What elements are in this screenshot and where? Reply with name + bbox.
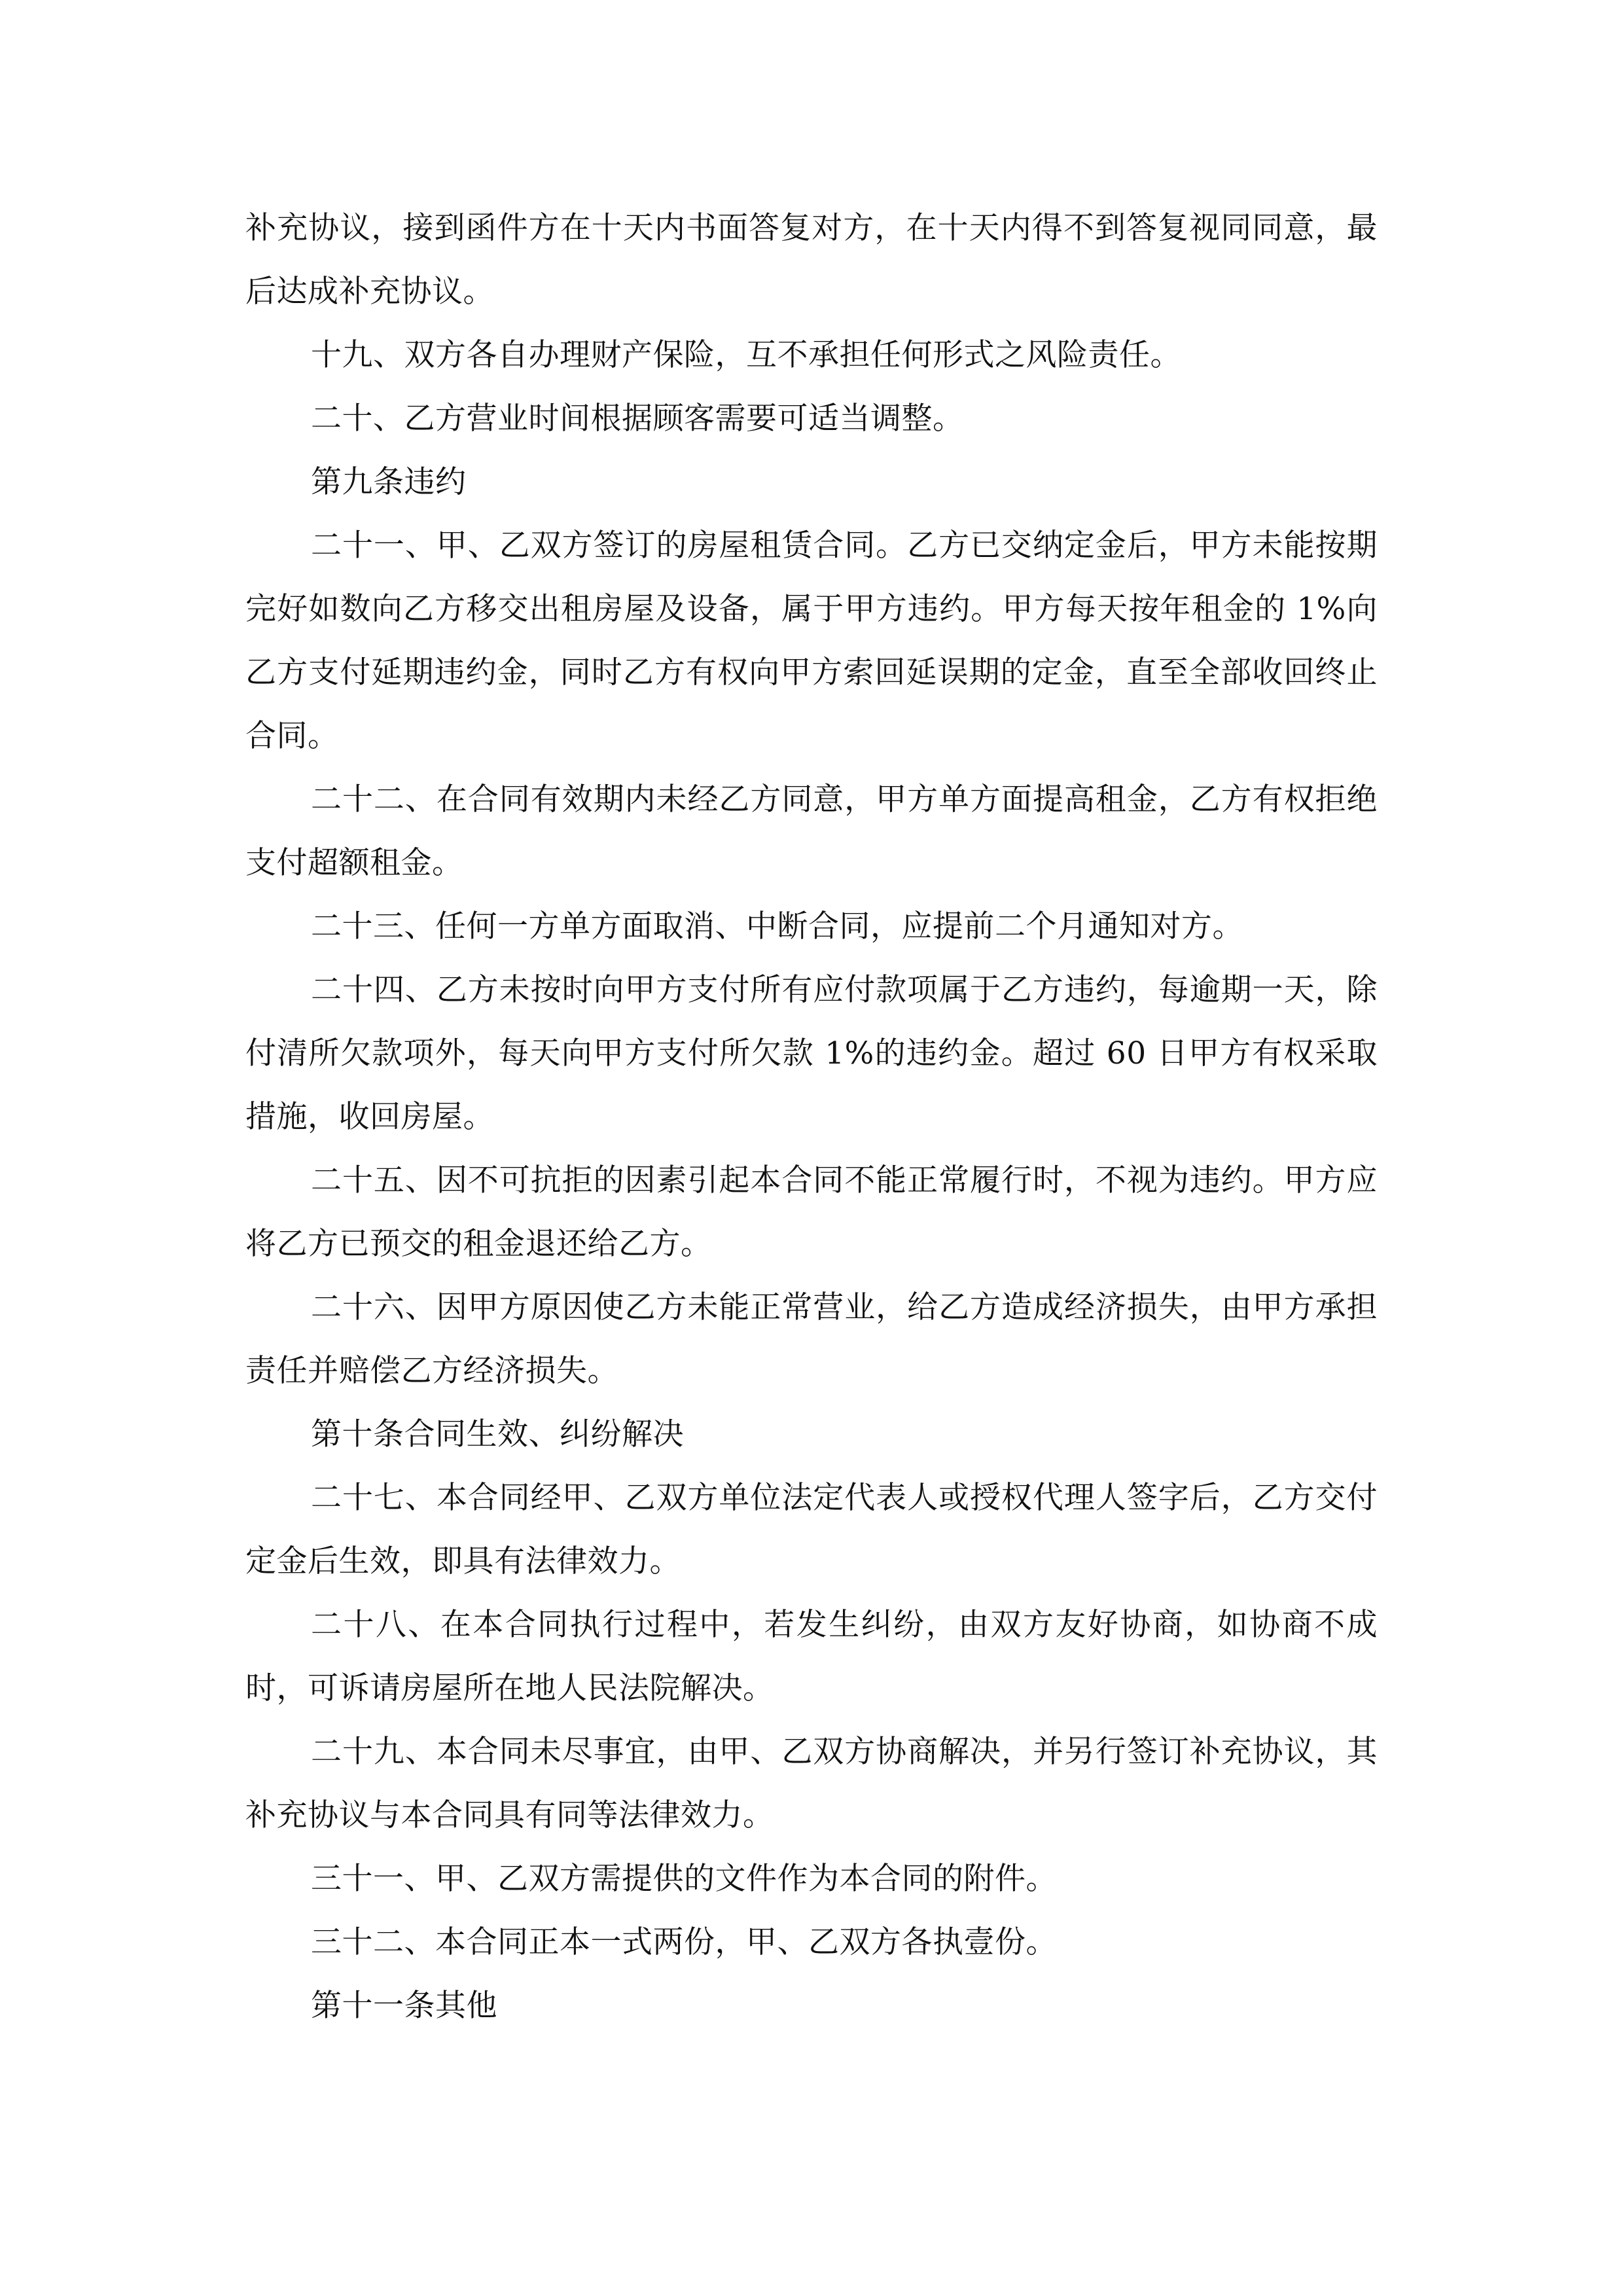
clause-31: 三十一、甲、乙双方需提供的文件作为本合同的附件。 bbox=[311, 1861, 1057, 1897]
document-body bbox=[245, 196, 1378, 2037]
clause-25: 二十五、因不可抗拒的因素引起本合同不能正常履行时，不视为违约。甲方应将乙方已预交的租金退还给乙方。 bbox=[245, 1162, 1378, 1262]
clause-23: 二十三、任何一方单方面取消、中断合同，应提前二个月通知对方。 bbox=[311, 908, 1243, 944]
paragraph-continued: 补充协议，接到函件方在十天内书面答复对方，在十天内得不到答复视同同意，最后达成补充协议。 bbox=[245, 210, 1378, 310]
clause-24: 二十四、乙方未按时向甲方支付所有应付款项属于乙方违约，每逾期一天，除付清所欠款项外，每天向甲方支付所欠款 1%的违约金。超过 60 日甲方有权采取措施，收回房屋。 bbox=[245, 972, 1378, 1135]
clause-22: 二十二、在合同有效期内未经乙方同意，甲方单方面提高租金，乙方有权拒绝支付超额租金。 bbox=[245, 781, 1378, 881]
clause-21: 二十一、甲、乙双方签订的房屋租赁合同。乙方已交纳定金后，甲方未能按期完好如数向乙方移交出租房屋及设备，属于甲方违约。甲方每天按年租金的 1%向乙方支付延期违约金，同时乙方有权向甲方索回延误期的定金，直至全部收回终止合同。 bbox=[245, 528, 1378, 754]
clause-20: 二十、乙方营业时间根据顾客需要可适当调整。 bbox=[311, 401, 964, 437]
section-heading-11: 第十一条其他 bbox=[311, 1988, 497, 2024]
clause-32: 三十二、本合同正本一式两份，甲、乙双方各执壹份。 bbox=[311, 1924, 1057, 1960]
clause-19: 十九、双方各自办理财产保险，互不承担任何形式之风险责任。 bbox=[311, 337, 1181, 373]
clause-29: 二十九、本合同未尽事宜，由甲、乙双方协商解决，并另行签订补充协议，其补充协议与本合同具有同等法律效力。 bbox=[245, 1734, 1378, 1833]
section-heading-9: 第九条违约 bbox=[311, 464, 467, 500]
clause-27: 二十七、本合同经甲、乙双方单位法定代表人或授权代理人签字后，乙方交付定金后生效，即具有法律效力。 bbox=[245, 1480, 1378, 1579]
clause-26: 二十六、因甲方原因使乙方未能正常营业，给乙方造成经济损失，由甲方承担责任并赔偿乙方经济损失。 bbox=[245, 1289, 1378, 1389]
clause-28: 二十八、在本合同执行过程中，若发生纠纷，由双方友好协商，如协商不成时，可诉请房屋所在地人民法院解决。 bbox=[245, 1607, 1378, 1706]
section-heading-10: 第十条合同生效、纠纷解决 bbox=[311, 1416, 684, 1452]
